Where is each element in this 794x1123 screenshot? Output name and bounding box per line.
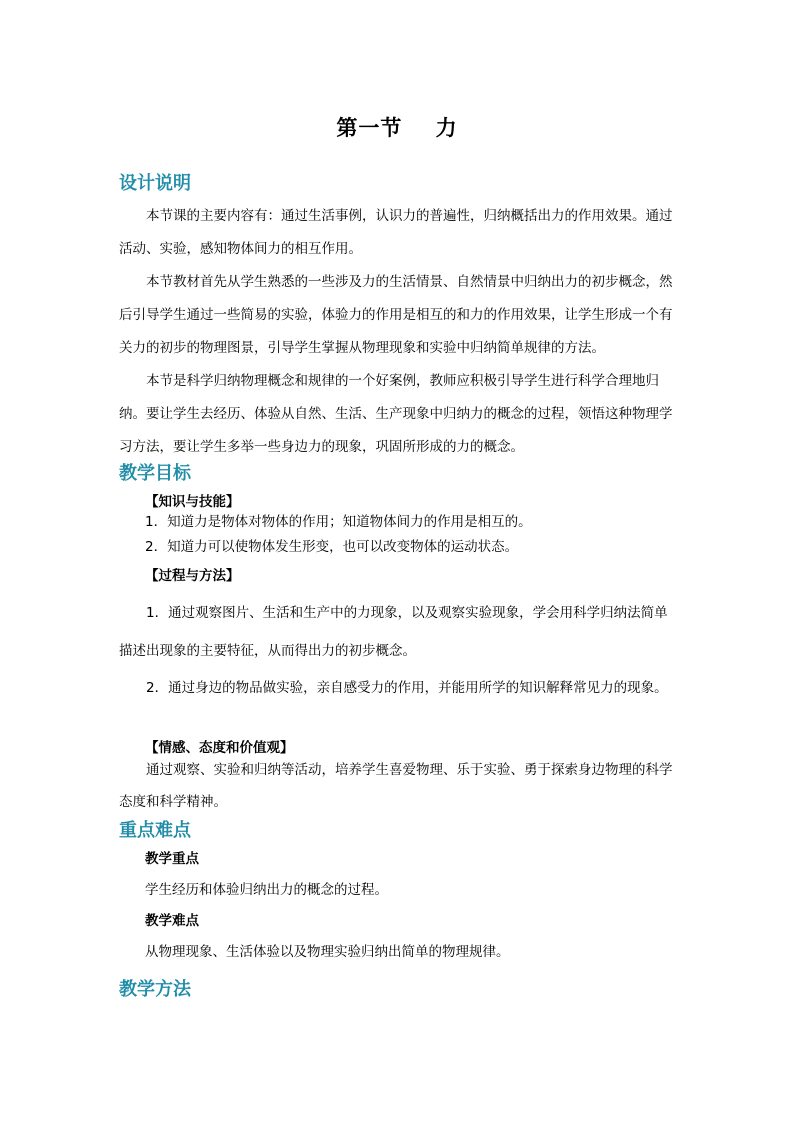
knowledge-item: 2．知道力可以使物体发生形变，也可以改变物体的运动状态。 (145, 539, 519, 555)
process-label: 【过程与方法】 (145, 568, 240, 584)
design-heading: 设计说明 (119, 173, 191, 194)
process-item: 2．通过身边的物品做实验，亲自感受力的作用，并能用所学的知识解释常见力的现象。 (146, 680, 668, 696)
goals-heading: 教学目标 (119, 463, 191, 484)
difficulty-label: 教学难点 (145, 913, 199, 929)
knowledge-label: 【知识与技能】 (145, 494, 240, 510)
page-title: 第一节 力 (336, 115, 458, 140)
emotion-label: 【情感、态度和价值观】 (145, 740, 294, 756)
design-paragraph: 本节是科学归纳物理概念和规律的一个好案例，教师应积极引导学生进行科学合理地归纳。要让学生去经历、体验从自然、生活、生产现象中归纳力的概念的过程，领悟这种物理学习方法，要让学生多举一些身边力的现象，巩固所形成的力的概念。 (119, 373, 673, 455)
focus-text: 学生经历和体验归纳出力的概念的过程。 (145, 882, 388, 898)
design-paragraph: 本节课的主要内容有：通过生活事例，认识力的普遍性，归纳概括出力的作用效果。通过活动、实验，感知物体间力的相互作用。 (119, 208, 673, 257)
keypoints-heading: 重点难点 (119, 820, 191, 841)
methods-heading: 教学方法 (119, 979, 191, 1000)
process-item: 1．通过观察图片、生活和生产中的力现象，以及观察实验现象，学会用科学归纳法简单描述出现象的主要特征，从而得出力的初步概念。 (119, 605, 668, 659)
design-paragraph: 本节教材首先从学生熟悉的一些涉及力的生活情景、自然情景中归纳出力的初步概念，然后引导学生通过一些简易的实验，体验力的作用是相互的和力的作用效果，让学生形成一个有关力的初步的物理图景，引导学生掌握从物理现象和实验中归纳简单规律的方法。 (119, 274, 673, 356)
focus-label: 教学重点 (145, 851, 199, 867)
emotion-text: 通过观察、实验和归纳等活动，培养学生喜爱物理、乐于实验、勇于探索身边物理的科学态度和科学精神。 (119, 762, 673, 810)
design-paragraphs (119, 200, 679, 464)
difficulty-text: 从物理现象、生活体验以及物理实验归纳出简单的物理规律。 (145, 944, 510, 960)
knowledge-item: 1．知道力是物体对物体的作用；知道物体间力的作用是相互的。 (145, 514, 532, 530)
